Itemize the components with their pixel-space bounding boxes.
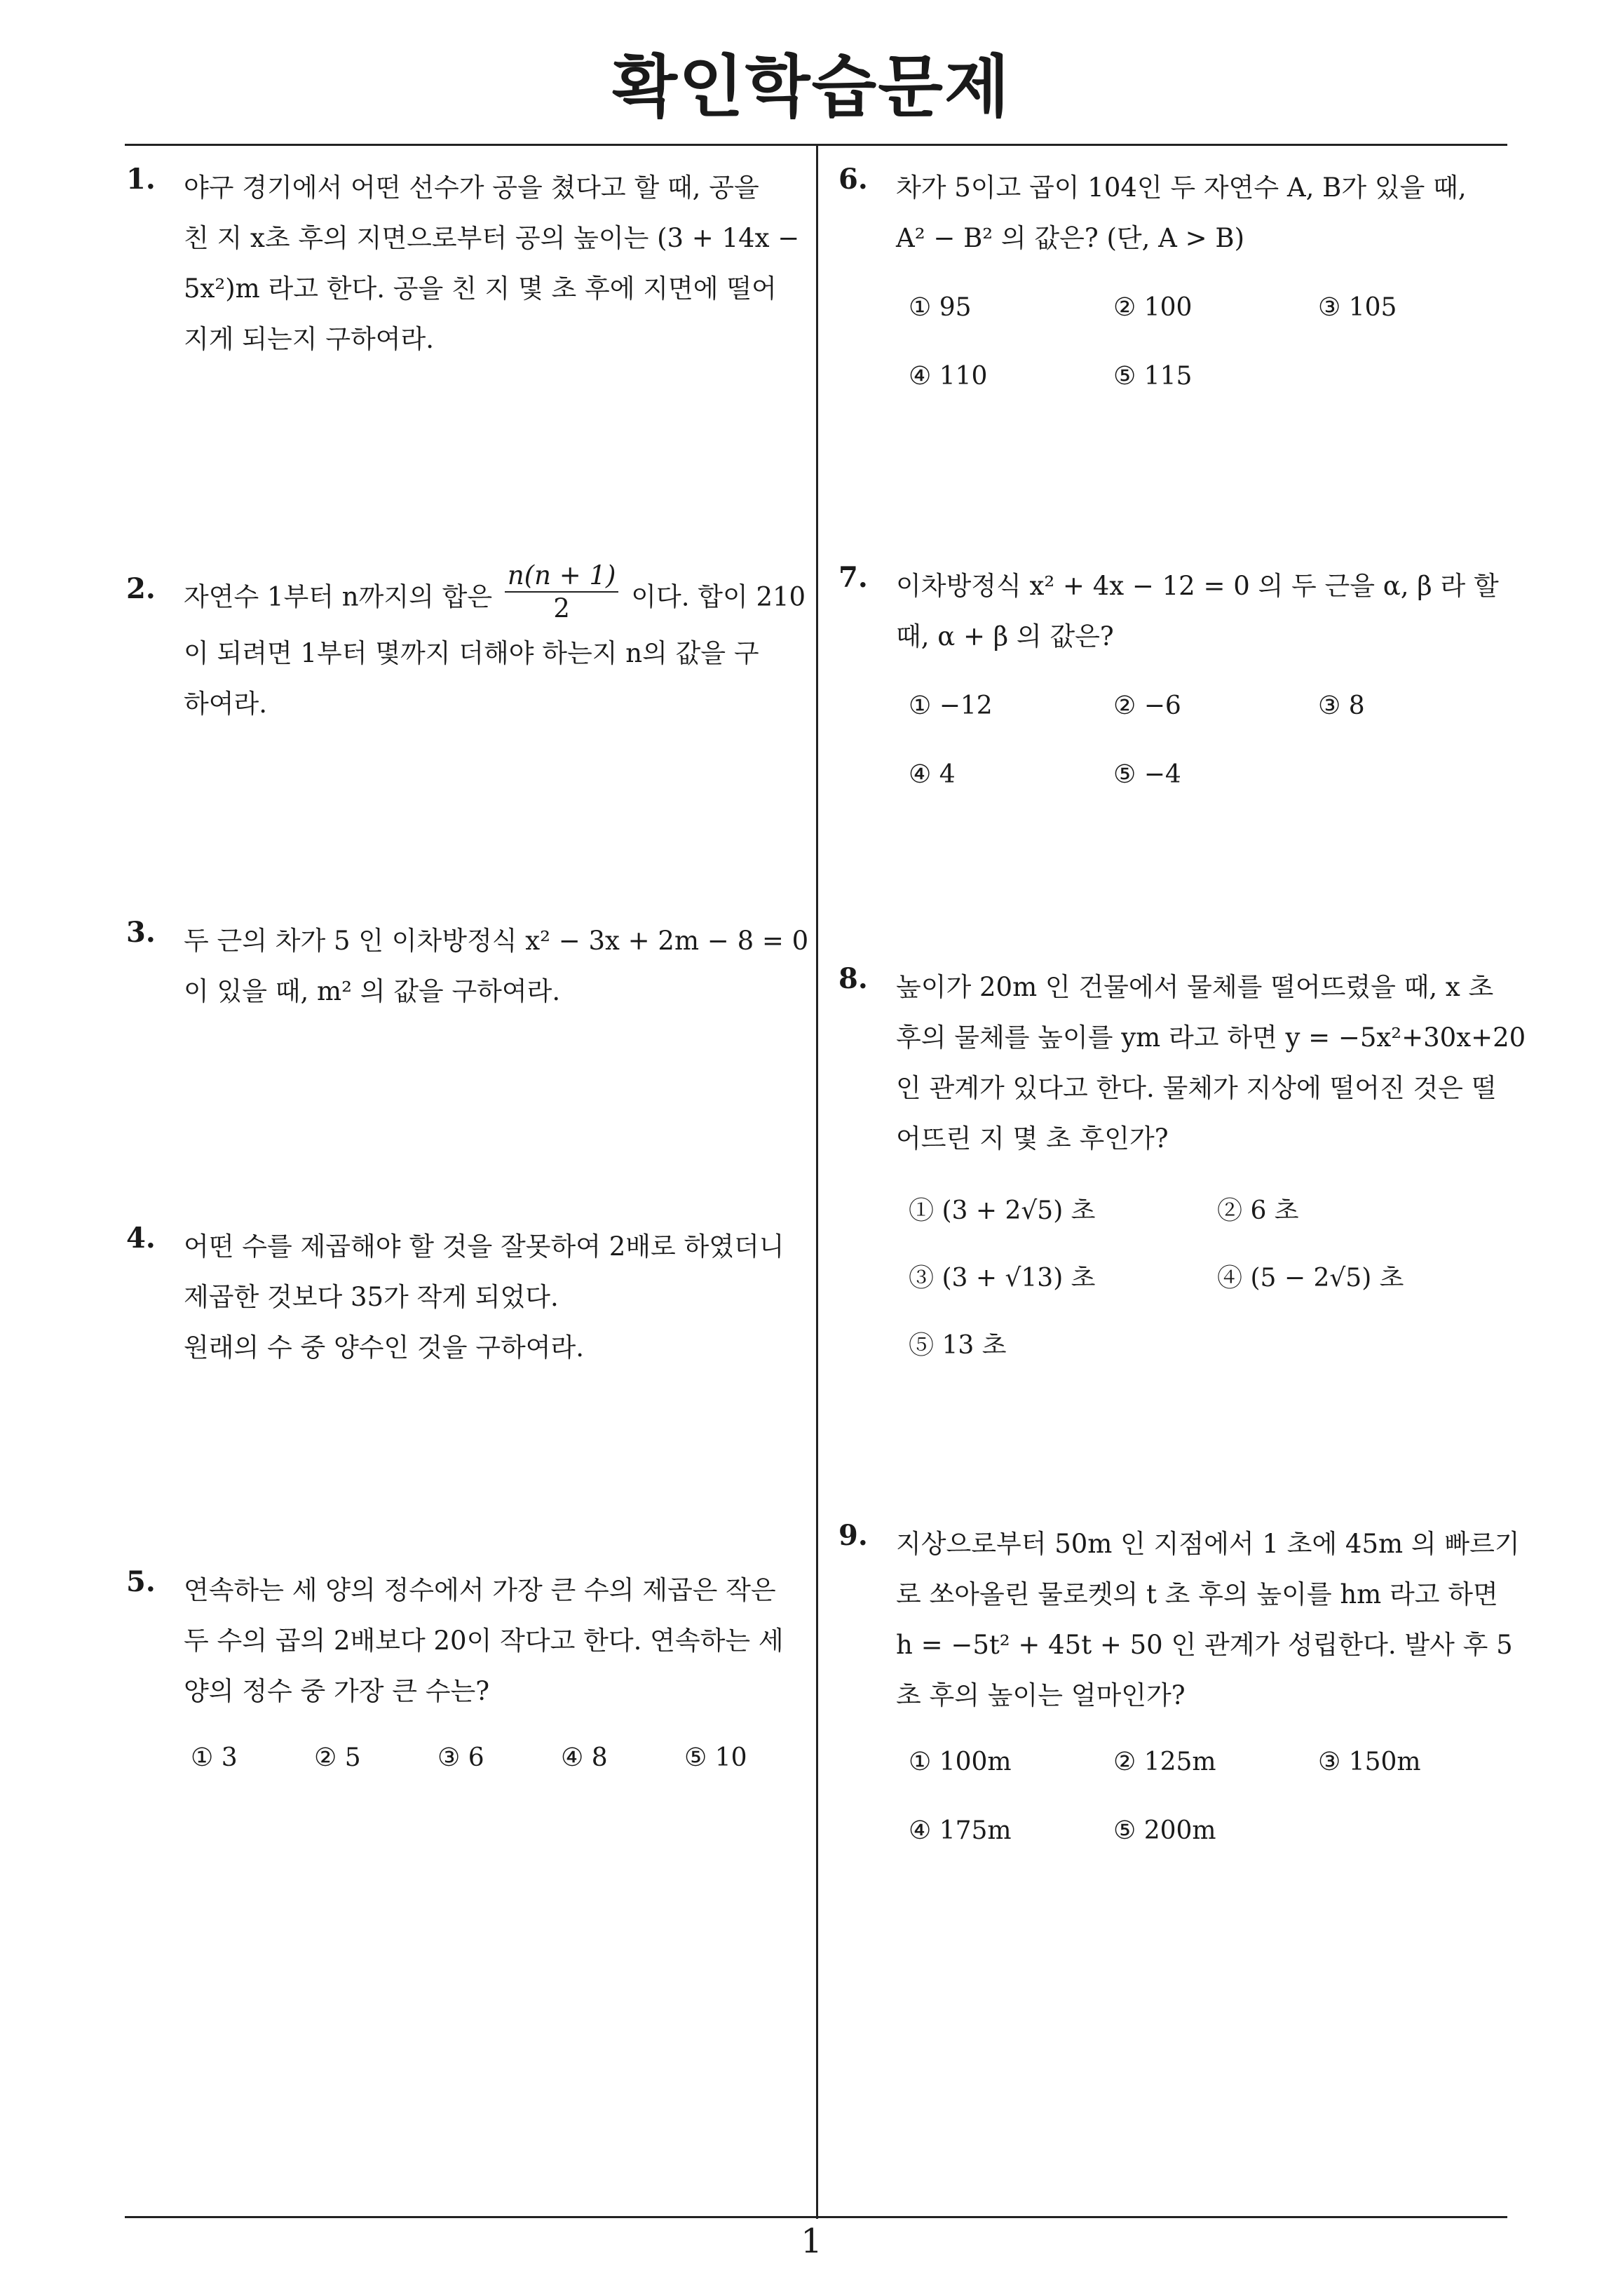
choice-5[interactable]: ⑤ 13 초	[909, 1331, 1007, 1360]
choice-2[interactable]: ② −6	[1113, 691, 1181, 720]
problem-line: 야구 경기에서 어떤 선수가 공을 쳤다고 할 때, 공을	[184, 173, 759, 203]
bottom-divider	[125, 2216, 1507, 2218]
choice-3[interactable]: ③ 105	[1318, 293, 1397, 322]
problem-line: 원래의 수 중 양수인 것을 구하여라.	[184, 1332, 584, 1363]
problem-line: 어뜨린 지 몇 초 후인가?	[896, 1123, 1169, 1154]
choice-2[interactable]: ② 125m	[1113, 1748, 1216, 1776]
problem-line: 지상으로부터 50m 인 지점에서 1 초에 45m 의 빠르기	[896, 1529, 1520, 1559]
choice-3[interactable]: ③ 8	[1318, 691, 1365, 720]
problem-text	[896, 163, 1540, 264]
fraction	[501, 562, 623, 621]
choice-4[interactable]: ④ 4	[909, 760, 956, 789]
problem-9	[838, 1519, 1540, 1860]
choice-2[interactable]: ② 6 초	[1217, 1196, 1299, 1225]
choice-3[interactable]: ③ 150m	[1318, 1748, 1421, 1776]
choice-1[interactable]: ① 100m	[909, 1748, 1012, 1776]
choice-3[interactable]: ③ 6	[437, 1743, 484, 1772]
problem-line: 어떤 수를 제곱해야 할 것을 잘못하여 2배로 하였더니	[184, 1231, 785, 1262]
problem-number: 8.	[838, 962, 868, 995]
problem-line: A² − B² 의 값은? (단, A > B)	[896, 223, 1245, 253]
choice-4[interactable]: ④ 110	[909, 362, 988, 391]
problem-line: h = −5t² + 45t + 50 인 관계가 성립한다. 발사 후 5	[896, 1630, 1513, 1660]
choice-1[interactable]: ① 3	[191, 1743, 238, 1772]
problem-line: 지게 되는지 구하여라.	[184, 324, 434, 354]
problem-text	[184, 560, 827, 729]
problem-line: 때, α + β 의 값은?	[896, 621, 1114, 651]
problem-line: 후의 물체를 높이를 ym 라고 하면 y = −5x²+30x+20	[896, 1022, 1526, 1053]
problem-number: 1.	[126, 163, 156, 196]
choice-1[interactable]: ① (3 + 2√5) 초	[909, 1196, 1096, 1225]
problem-line: 두 근의 차가 5 인 이차방정식 x² − 3x + 2m − 8 = 0	[184, 926, 809, 956]
page-number: 1	[801, 2222, 822, 2261]
problem-number: 4.	[126, 1222, 156, 1255]
problem-line: 친 지 x초 후의 지면으로부터 공의 높이는 (3 + 14x −	[184, 223, 800, 253]
problem-1	[126, 163, 827, 365]
choice-5[interactable]: ⑤ 200m	[1113, 1816, 1216, 1845]
problem-text	[896, 561, 1540, 662]
problem-line: 이 있을 때, m² 의 값을 구하여라.	[184, 976, 561, 1006]
problem-8	[838, 962, 1540, 1359]
choice-4[interactable]: ④ 8	[561, 1743, 608, 1772]
problem-line: 높이가 20m 인 건물에서 물체를 떨어뜨렸을 때, x 초	[896, 972, 1494, 1002]
problem-text	[184, 1222, 827, 1373]
answer-choices	[909, 1191, 1540, 1359]
column-divider	[816, 146, 818, 2219]
fraction-denominator: 2	[553, 593, 570, 623]
answer-choices	[909, 1748, 1540, 1860]
problem-number: 7.	[838, 561, 868, 594]
answer-choices	[909, 691, 1540, 804]
text-segment: 이다. 합이 210	[631, 581, 806, 612]
problem-line: 로 쏘아올린 물로켓의 t 초 후의 높이를 hm 라고 하면	[896, 1579, 1498, 1609]
problem-7	[838, 561, 1540, 804]
choice-1[interactable]: ① 95	[909, 293, 972, 322]
problem-text	[184, 163, 827, 365]
problem-number: 5.	[126, 1565, 156, 1598]
problem-line: 제곱한 것보다 35가 작게 되었다.	[184, 1282, 559, 1312]
problem-6	[838, 163, 1540, 405]
problem-number: 2.	[126, 572, 156, 605]
answer-choices	[909, 293, 1540, 405]
problem-line: 5x²)m 라고 한다. 공을 친 지 몇 초 후에 지면에 떨어	[184, 274, 777, 304]
answer-choices	[191, 1743, 827, 1785]
problem-number: 3.	[126, 916, 156, 949]
page-title: 확인학습문제	[612, 48, 1011, 126]
problem-line: 하여라.	[184, 689, 267, 719]
choice-2[interactable]: ② 5	[314, 1743, 361, 1772]
problem-line: 인 관계가 있다고 한다. 물체가 지상에 떨어진 것은 떨	[896, 1073, 1497, 1103]
problem-line: 차가 5이고 곱이 104인 두 자연수 A, B가 있을 때,	[896, 173, 1467, 203]
problem-5	[126, 1565, 827, 1785]
choice-1[interactable]: ① −12	[909, 691, 993, 720]
text-segment: 자연수 1부터 n까지의 합은	[184, 581, 493, 612]
choice-4[interactable]: ④ (5 − 2√5) 초	[1217, 1264, 1404, 1292]
choice-5[interactable]: ⑤ −4	[1113, 760, 1181, 789]
problem-text	[896, 962, 1540, 1164]
problem-line: 이 되려면 1부터 몇까지 더해야 하는지 n의 값을 구	[184, 638, 759, 668]
choice-2[interactable]: ② 100	[1113, 293, 1193, 322]
problem-line: 연속하는 세 양의 정수에서 가장 큰 수의 제곱은 작은	[184, 1575, 776, 1605]
problem-line: 양의 정수 중 가장 큰 수는?	[184, 1676, 490, 1706]
problem-text	[184, 916, 827, 1017]
problem-text	[184, 1565, 827, 1717]
choice-4[interactable]: ④ 175m	[909, 1816, 1012, 1845]
problem-3	[126, 916, 827, 1017]
problem-number: 6.	[838, 163, 868, 196]
fraction-numerator: n(n + 1)	[505, 562, 619, 593]
choice-5[interactable]: ⑤ 115	[1113, 362, 1193, 391]
problem-line: 초 후의 높이는 얼마인가?	[896, 1680, 1186, 1710]
choice-3[interactable]: ③ (3 + √13) 초	[909, 1264, 1096, 1292]
problem-line: 이차방정식 x² + 4x − 12 = 0 의 두 근을 α, β 라 할	[896, 571, 1499, 601]
problem-2	[126, 560, 827, 729]
problem-line: 두 수의 곱의 2배보다 20이 작다고 한다. 연속하는 세	[184, 1626, 784, 1656]
problem-text	[896, 1519, 1540, 1721]
problem-4	[126, 1222, 827, 1373]
choice-5[interactable]: ⑤ 10	[684, 1743, 747, 1772]
problem-line	[184, 560, 827, 628]
problem-number: 9.	[838, 1519, 868, 1552]
